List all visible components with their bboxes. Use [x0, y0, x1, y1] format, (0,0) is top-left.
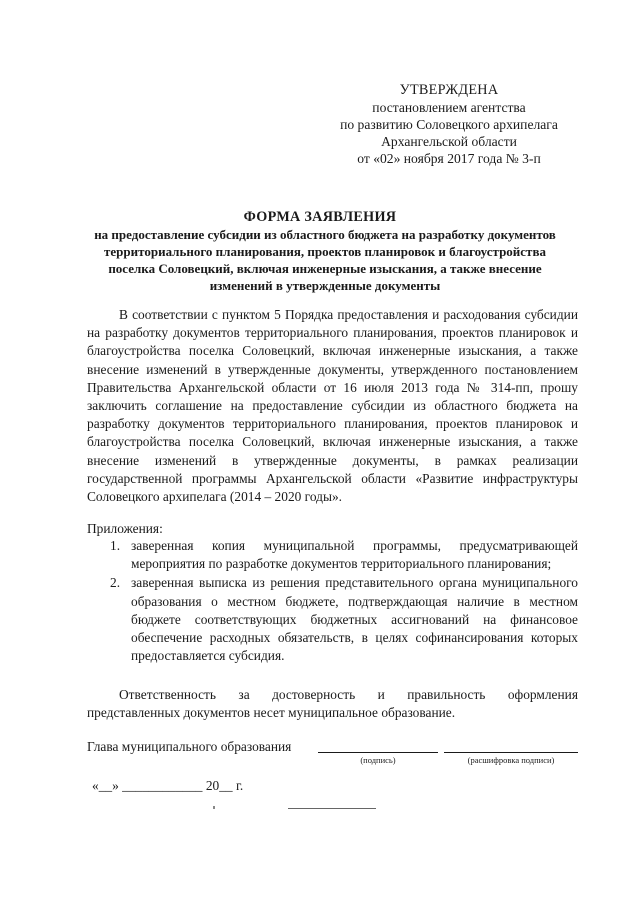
responsibility-paragraph: Ответственность за достоверность и правильность оформления представленных документов несет муниципальное образование. [87, 687, 578, 721]
date-field[interactable]: «__» ____________ 20__ г. [92, 778, 244, 793]
approval-heading: УТВЕРЖДЕНА [399, 82, 499, 98]
list-item-number: 1. [110, 538, 121, 553]
form-subtitle: на предоставление субсидии из областного бюджета на разработку документов территориального планирования, проектов планировок и благоустройства поселка Соловецкий, включая инженерные изыскания, а также внесение изменений в утвержденные документы [94, 227, 556, 293]
divider [288, 808, 376, 809]
approval-line-1: постановлением агентства [372, 100, 526, 115]
signature-label: Глава муниципального образования [87, 739, 292, 754]
approval-stamp [320, 82, 578, 167]
approval-line-2: по развитию Соловецкого архипелага [340, 117, 558, 132]
list-item-text: заверенная копия муниципальной программы, предусматривающей мероприятия по разработке документов территориального планирования; [131, 538, 578, 572]
list-item [87, 537, 578, 573]
attachments-label: Приложения: [87, 521, 163, 536]
scan-mark [213, 806, 215, 809]
signature-caption: (подпись) [360, 755, 396, 765]
form-title: ФОРМА ЗАЯВЛЕНИЯ [243, 209, 397, 225]
request-paragraph: В соответствии с пунктом 5 Порядка предоставления и расходования субсидии на разработку документов территориального планирования, проектов планировок и благоустройства поселка Соловецкий, включая инженерные изыскания, а также внесение изменений в утвержденные документы, утвержденного постановлением Правительства Архангельской области от 16 июля 2013 года № 314-пп, прошу заключить соглашение на предоставление субсидии из областного бюджета на разработку документов территориального планирования, проектов планировок и благоустройства поселка Соловецкий, включая инженерные изыскания, а также внесение изменений в утвержденные документы, в рамках реализации государственной программы Архангельской области «Развитие инфраструктуры Соловецкого архипелага (2014 – 2020 годы». [87, 307, 578, 505]
list-item [87, 574, 578, 665]
signature-name-field[interactable] [444, 752, 578, 753]
list-item-text: заверенная выписка из решения представительного органа муниципального образования о местном бюджете, подтверждающая наличие в местном бюджете соответствующих бюджетных ассигнований на финансовое обеспечение расходных обязательств, в целях софинансирования которых предоставляется субсидия. [131, 575, 578, 664]
approval-line-3: Архангельской области [381, 134, 517, 149]
list-item-number: 2. [110, 575, 121, 591]
signature-name-caption: (расшифровка подписи) [467, 755, 555, 765]
signature-field[interactable] [318, 752, 438, 753]
approval-line-4: от «02» ноября 2017 года № 3-п [357, 151, 541, 166]
attachments-list [87, 537, 578, 666]
